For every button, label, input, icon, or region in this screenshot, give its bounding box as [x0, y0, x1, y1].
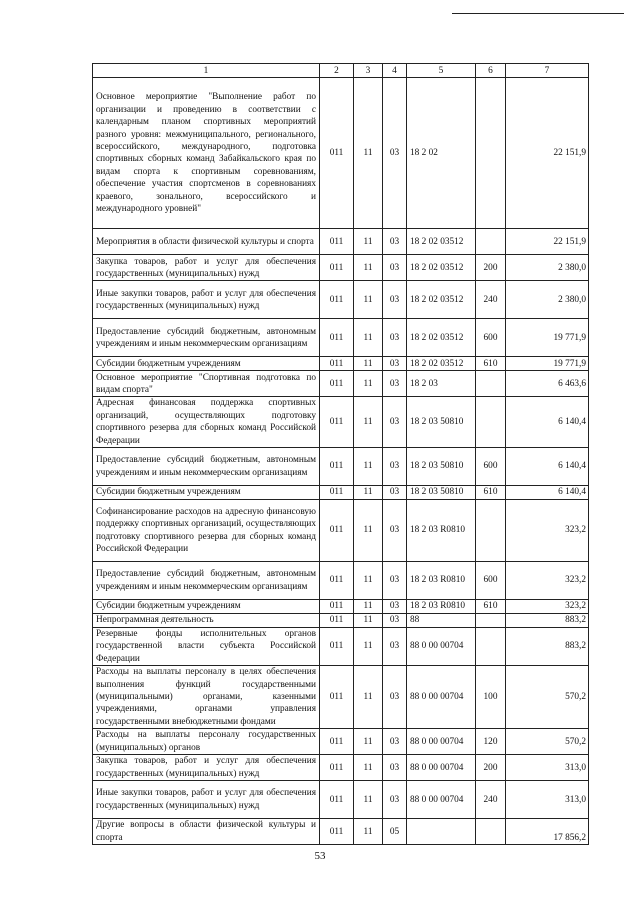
cell-col-7: 19 771,9	[506, 357, 589, 371]
cell-col-2: 011	[320, 319, 354, 357]
cell-col-5: 18 2 03 50810	[407, 448, 476, 486]
cell-col-3: 11	[354, 500, 383, 562]
cell-col-4: 03	[383, 397, 407, 448]
row-name: Предоставление субсидий бюджетным, автономным учреждениям и иным некоммерческим организациям	[93, 562, 320, 600]
cell-col-6: 600	[476, 319, 506, 357]
cell-col-6	[476, 819, 506, 845]
cell-col-4: 03	[383, 562, 407, 600]
cell-col-6: 200	[476, 255, 506, 281]
row-name: Закупка товаров, работ и услуг для обеспечения государственных (муниципальных) нужд	[93, 755, 320, 781]
cell-col-5: 18 2 02 03512	[407, 255, 476, 281]
cell-col-3: 11	[354, 255, 383, 281]
cell-col-5: 18 2 03 R0810	[407, 500, 476, 562]
cell-col-5: 18 2 03	[407, 371, 476, 397]
table-row	[93, 229, 589, 255]
cell-col-7: 323,2	[506, 600, 589, 614]
row-name: Другие вопросы в области физической культуры и спорта	[93, 819, 320, 845]
cell-col-2: 011	[320, 78, 354, 229]
cell-col-4: 03	[383, 781, 407, 819]
budget-table	[92, 63, 589, 845]
cell-col-2: 011	[320, 614, 354, 628]
cell-col-4: 03	[383, 486, 407, 500]
cell-col-6	[476, 397, 506, 448]
cell-col-3: 11	[354, 397, 383, 448]
cell-col-3: 11	[354, 781, 383, 819]
table-row	[93, 448, 589, 486]
cell-col-5: 18 2 02	[407, 78, 476, 229]
cell-col-3: 11	[354, 729, 383, 755]
cell-col-2: 011	[320, 755, 354, 781]
header-col-1: 1	[93, 64, 320, 78]
cell-col-5: 18 2 02 03512	[407, 281, 476, 319]
row-name: Предоставление субсидий бюджетным, автономным учреждениям и иным некоммерческим организациям	[93, 448, 320, 486]
cell-col-2: 011	[320, 371, 354, 397]
cell-col-2: 011	[320, 819, 354, 845]
cell-col-4: 03	[383, 628, 407, 666]
cell-col-4: 03	[383, 229, 407, 255]
row-name: Предоставление субсидий бюджетным, автономным учреждениям и иным некоммерческим организациям	[93, 319, 320, 357]
cell-col-3: 11	[354, 628, 383, 666]
row-name: Мероприятия в области физической культуры и спорта	[93, 229, 320, 255]
cell-col-3: 11	[354, 78, 383, 229]
cell-col-6	[476, 628, 506, 666]
cell-col-4: 03	[383, 357, 407, 371]
cell-col-7: 570,2	[506, 666, 589, 729]
table-row	[93, 281, 589, 319]
cell-col-2: 011	[320, 600, 354, 614]
cell-col-7: 6 463,6	[506, 371, 589, 397]
cell-col-2: 011	[320, 229, 354, 255]
table-row	[93, 371, 589, 397]
cell-col-6: 240	[476, 281, 506, 319]
cell-col-5: 18 2 02 03512	[407, 357, 476, 371]
cell-col-2: 011	[320, 666, 354, 729]
cell-col-7: 2 380,0	[506, 255, 589, 281]
table-row	[93, 319, 589, 357]
row-name: Расходы на выплаты персоналу в целях обеспечения выполнения функций государственными (муниципальными) органами, казенными учреждениями, органами управления государственными внебюджетными фондами	[93, 666, 320, 729]
header-col-4: 4	[383, 64, 407, 78]
cell-col-7: 6 140,4	[506, 448, 589, 486]
cell-col-4: 03	[383, 371, 407, 397]
cell-col-7: 570,2	[506, 729, 589, 755]
cell-col-6	[476, 614, 506, 628]
row-name: Основное мероприятие "Спортивная подготовка по видам спорта"	[93, 371, 320, 397]
cell-col-5: 18 2 02 03512	[407, 319, 476, 357]
cell-col-7: 22 151,9	[506, 78, 589, 229]
row-name: Закупка товаров, работ и услуг для обеспечения государственных (муниципальных) нужд	[93, 255, 320, 281]
cell-col-6: 600	[476, 562, 506, 600]
table-row	[93, 500, 589, 562]
cell-col-2: 011	[320, 562, 354, 600]
header-col-7: 7	[506, 64, 589, 78]
cell-col-7: 2 380,0	[506, 281, 589, 319]
cell-col-3: 11	[354, 600, 383, 614]
cell-col-3: 11	[354, 755, 383, 781]
header-col-5: 5	[407, 64, 476, 78]
cell-col-3: 11	[354, 357, 383, 371]
cell-col-2: 011	[320, 357, 354, 371]
cell-col-4: 03	[383, 500, 407, 562]
row-name: Основное мероприятие "Выполнение работ по организации и проведению в соответствии с календарным планом спортивных мероприятий разного уровня: межмуниципального, регионального, всероссийского, международного, подготовка спортивных сборных команд Забайкальского края по видам спорта к спортивным соревнованиям, обеспечение участия спортсменов в соревнованиях краевого, зонального, всероссийского и международного уровней"	[93, 78, 320, 229]
cell-col-7: 883,2	[506, 628, 589, 666]
cell-col-3: 11	[354, 819, 383, 845]
row-name: Адресная финансовая поддержка спортивных организаций, осуществляющих подготовку спортивного резерва для сборных команд Российской Федерации	[93, 397, 320, 448]
cell-col-7: 17 856,2	[506, 819, 589, 845]
header-row	[93, 64, 589, 78]
header-col-6: 6	[476, 64, 506, 78]
table-row	[93, 397, 589, 448]
cell-col-5: 88 0 00 00704	[407, 755, 476, 781]
cell-col-6	[476, 78, 506, 229]
table-row	[93, 562, 589, 600]
table-row	[93, 819, 589, 845]
row-name: Иные закупки товаров, работ и услуг для обеспечения государственных (муниципальных) нужд	[93, 281, 320, 319]
row-name: Расходы на выплаты персоналу государственных (муниципальных) органов	[93, 729, 320, 755]
cell-col-3: 11	[354, 448, 383, 486]
cell-col-6: 610	[476, 486, 506, 500]
cell-col-3: 11	[354, 666, 383, 729]
cell-col-7: 22 151,9	[506, 229, 589, 255]
cell-col-6: 120	[476, 729, 506, 755]
cell-col-4: 03	[383, 448, 407, 486]
cell-col-7: 6 140,4	[506, 397, 589, 448]
cell-col-6: 200	[476, 755, 506, 781]
cell-col-5: 88 0 00 00704	[407, 781, 476, 819]
row-name: Субсидии бюджетным учреждениям	[93, 357, 320, 371]
cell-col-4: 03	[383, 755, 407, 781]
top-rule	[452, 13, 624, 14]
cell-col-4: 03	[383, 281, 407, 319]
cell-col-5: 18 2 03 50810	[407, 486, 476, 500]
cell-col-3: 11	[354, 562, 383, 600]
table-row	[93, 600, 589, 614]
cell-col-3: 11	[354, 371, 383, 397]
cell-col-7: 313,0	[506, 781, 589, 819]
table-row	[93, 486, 589, 500]
cell-col-7: 19 771,9	[506, 319, 589, 357]
cell-col-5: 18 2 03 50810	[407, 397, 476, 448]
cell-col-6: 240	[476, 781, 506, 819]
cell-col-3: 11	[354, 486, 383, 500]
cell-col-5: 88 0 00 00704	[407, 729, 476, 755]
cell-col-6	[476, 229, 506, 255]
row-name: Резервные фонды исполнительных органов государственной власти субъекта Российской Федерации	[93, 628, 320, 666]
table-row	[93, 666, 589, 729]
cell-col-2: 011	[320, 255, 354, 281]
cell-col-4: 03	[383, 666, 407, 729]
cell-col-2: 011	[320, 397, 354, 448]
cell-col-4: 03	[383, 78, 407, 229]
cell-col-5	[407, 819, 476, 845]
cell-col-7: 323,2	[506, 562, 589, 600]
cell-col-3: 11	[354, 229, 383, 255]
cell-col-3: 11	[354, 281, 383, 319]
table-row	[93, 614, 589, 628]
table-row	[93, 628, 589, 666]
cell-col-6: 600	[476, 448, 506, 486]
cell-col-4: 03	[383, 614, 407, 628]
cell-col-2: 011	[320, 500, 354, 562]
cell-col-7: 323,2	[506, 500, 589, 562]
cell-col-2: 011	[320, 781, 354, 819]
cell-col-3: 11	[354, 614, 383, 628]
cell-col-6: 100	[476, 666, 506, 729]
cell-col-7: 883,2	[506, 614, 589, 628]
cell-col-2: 011	[320, 448, 354, 486]
row-name: Субсидии бюджетным учреждениям	[93, 600, 320, 614]
table-row	[93, 755, 589, 781]
cell-col-5: 18 2 03 R0810	[407, 600, 476, 614]
cell-col-5: 18 2 03 R0810	[407, 562, 476, 600]
table-row	[93, 255, 589, 281]
page-number: 53	[314, 850, 326, 862]
cell-col-5: 18 2 02 03512	[407, 229, 476, 255]
cell-col-2: 011	[320, 729, 354, 755]
cell-col-3: 11	[354, 319, 383, 357]
cell-col-6	[476, 371, 506, 397]
cell-col-4: 05	[383, 819, 407, 845]
cell-col-7: 6 140,4	[506, 486, 589, 500]
table-row	[93, 729, 589, 755]
row-name: Иные закупки товаров, работ и услуг для обеспечения государственных (муниципальных) нужд	[93, 781, 320, 819]
cell-col-4: 03	[383, 600, 407, 614]
cell-col-4: 03	[383, 729, 407, 755]
cell-col-7: 313,0	[506, 755, 589, 781]
cell-col-5: 88 0 00 00704	[407, 666, 476, 729]
cell-col-2: 011	[320, 628, 354, 666]
cell-col-5: 88 0 00 00704	[407, 628, 476, 666]
cell-col-4: 03	[383, 319, 407, 357]
cell-col-4: 03	[383, 255, 407, 281]
row-name: Софинансирование расходов на адресную финансовую поддержку спортивных организаций, осуществляющих подготовку спортивного резерва для сборных команд Российской Федерации	[93, 500, 320, 562]
header-col-3: 3	[354, 64, 383, 78]
table-row	[93, 781, 589, 819]
cell-col-6: 610	[476, 357, 506, 371]
cell-col-6: 610	[476, 600, 506, 614]
cell-col-2: 011	[320, 486, 354, 500]
header-col-2: 2	[320, 64, 354, 78]
row-name: Непрограммная деятельность	[93, 614, 320, 628]
row-name: Субсидии бюджетным учреждениям	[93, 486, 320, 500]
cell-col-6	[476, 500, 506, 562]
table-row	[93, 357, 589, 371]
cell-col-5: 88	[407, 614, 476, 628]
table-row	[93, 78, 589, 229]
cell-col-2: 011	[320, 281, 354, 319]
